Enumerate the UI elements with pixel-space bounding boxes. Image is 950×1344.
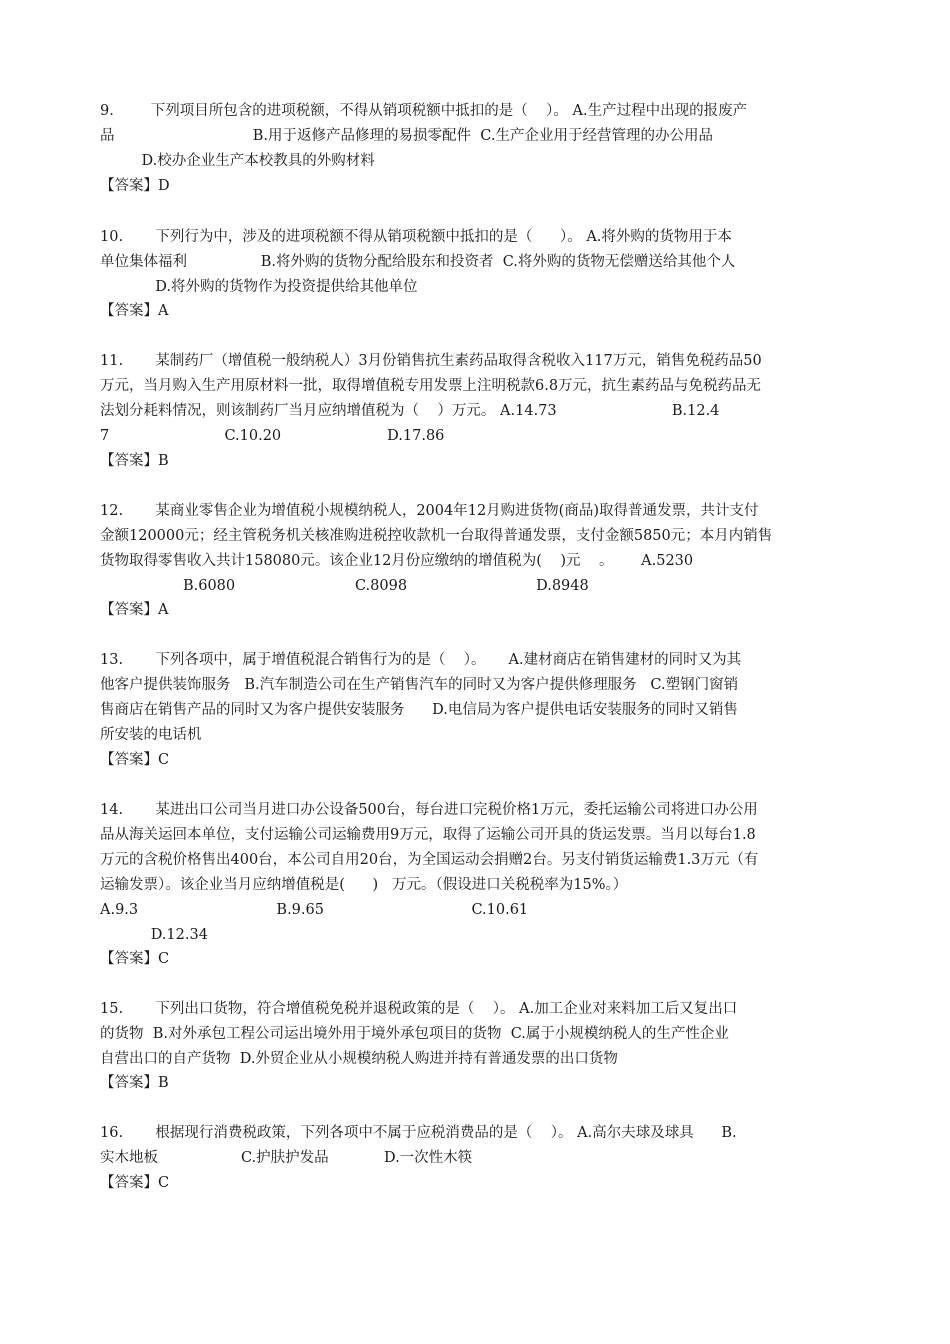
question-14-line-1: 14. 某进出口公司当月进口办公设备500台，每台进口完税价格1万元，委托运输公司将进口办公用 [100, 802, 758, 818]
question-15-line-2: 的货物 B.对外承包工程公司运出境外用于境外承包项目的货物 C.属于小规模纳税人的生产性企业 [100, 1026, 729, 1042]
question-14-answer: 【答案】C [100, 951, 170, 967]
question-9-line-2: 品 B.用于返修产品修理的易损零配件 C.生产企业用于经营管理的办公用品 [100, 128, 713, 144]
question-15-answer: 【答案】B [100, 1075, 169, 1091]
question-12-line-3: 货物取得零售收入共计158080元。该企业12月份应缴纳的增值税为( )元 。 A.5230 [100, 553, 694, 569]
question-16-answer: 【答案】C [100, 1175, 170, 1191]
question-13-line-1: 13. 下列各项中，属于增值税混合销售行为的是（ ）。 A.建材商店在销售建材的同时又为其 [100, 652, 742, 668]
question-15-line-1: 15. 下列出口货物，符合增值税免税并退税政策的是（ ）。 A.加工企业对来料加工后又复出口 [100, 1001, 738, 1017]
question-14-line-3: 万元的含税价格售出400台，本公司自用20台，为全国运动会捐赠2台。另支付销货运输费1.3万元（有 [100, 852, 759, 868]
question-13-line-3: 售商店在销售产品的同时又为客户提供安装服务 D.电信局为客户提供电话安装服务的同时又销售 [100, 702, 738, 718]
question-12-line-4: B.6080 C.8098 D.8948 [100, 578, 589, 594]
question-11-answer: 【答案】B [100, 453, 169, 469]
question-14-line-2: 品从海关运回本单位，支付运输公司运输费用9万元，取得了运输公司开具的货运发票。当月以每台1.8 [100, 827, 756, 843]
question-14-line-4: 运输发票）。该企业当月应纳增值税是( ) 万元。（假设进口关税税率为15%。） [100, 877, 628, 893]
question-10-answer: 【答案】A [100, 303, 169, 319]
question-14-line-6: D.12.34 [100, 927, 208, 943]
question-12-line-2: 金额120000元；经主管税务机关核准购进税控收款机一台取得普通发票，支付金额5850元；本月内销售 [100, 528, 773, 544]
question-14-line-5: A.9.3 B.9.65 C.10.61 [100, 902, 529, 918]
question-10-line-3: D.将外购的货物作为投资提供给其他单位 [100, 279, 418, 295]
question-12-answer: 【答案】A [100, 602, 169, 618]
question-9-line-3: D.校办企业生产本校教具的外购材料 [100, 153, 375, 169]
question-13-answer: 【答案】C [100, 752, 170, 768]
question-9-line-1: 9. 下列项目所包含的进项税额，不得从销项税额中抵扣的是（ ）。 A.生产过程中出现的报废产 [100, 103, 748, 119]
question-11-line-2: 万元，当月购入生产用原材料一批，取得增值税专用发票上注明税款6.8万元，抗生素药品与免税药品无 [100, 378, 762, 394]
question-11-line-3: 法划分耗料情况，则该制药厂当月应纳增值税为（ ）万元。 A.14.73 B.12.4 [100, 403, 720, 419]
question-11-line-1: 11. 某制药厂（增值税一般纳税人）3月份销售抗生素药品取得含税收入117万元，销售免税药品50 [100, 353, 762, 369]
question-15-line-3: 自营出口的自产货物 D.外贸企业从小规模纳税人购进并持有普通发票的出口货物 [100, 1051, 618, 1067]
question-11-line-4: 7 C.10.20 D.17.86 [100, 428, 445, 444]
question-13-line-2: 他客户提供装饰服务 B.汽车制造公司在生产销售汽车的同时又为客户提供修理服务 C.塑钢门窗销 [100, 677, 739, 693]
question-10-line-1: 10. 下列行为中，涉及的进项税额不得从销项税额中抵扣的是（ ）。 A.将外购的货物用于本 [100, 229, 732, 245]
question-13-line-4: 所安装的电话机 [100, 727, 202, 743]
question-9-answer: 【答案】D [100, 178, 170, 194]
question-12-line-1: 12. 某商业零售企业为增值税小规模纳税人，2004年12月购进货物(商品)取得普通发票，共计支付 [100, 503, 759, 519]
question-16-line-2: 实木地板 C.护肤护发品 D.一次性木筷 [100, 1150, 473, 1166]
question-16-line-1: 16. 根据现行消费税政策，下列各项中不属于应税消费品的是（ ）。 A.高尔夫球及球具 B. [100, 1125, 737, 1141]
question-10-line-2: 单位集体福利 B.将外购的货物分配给股东和投资者 C.将外购的货物无偿赠送给其他个人 [100, 254, 736, 270]
